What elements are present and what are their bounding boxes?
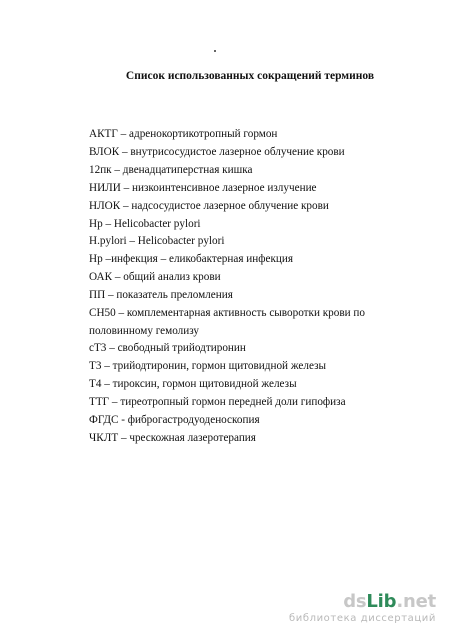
list-item: ТТГ – тиреотропный гормон передней доли гипофиза [89, 395, 346, 408]
list-item: АКТГ – адренокортикотропный гормон [89, 128, 278, 140]
watermark-subtitle: библиотека диссертаций [288, 613, 436, 624]
list-item: НЛОК – надсосудистое лазерное облучение крови [89, 199, 329, 212]
list-item: ПП – показатель преломления [89, 289, 233, 302]
list-item: СН50 – комплементарная активность сыворотки крови по половинному гемолизу [89, 307, 366, 337]
list-item: Т4 – тироксин, гормон щитовидной железы [89, 377, 297, 390]
list-item: ОАК – общий анализ крови [89, 271, 221, 284]
dslib-watermark[interactable] [289, 593, 436, 624]
abbreviation-list [89, 126, 429, 448]
list-item: ЧКЛТ – чрескожная лазеротерапия [89, 431, 256, 444]
list-item: сТ3 – свободный трийодтиронин [89, 342, 246, 355]
watermark-logo [289, 593, 436, 611]
watermark-logo-part: Lib [366, 591, 397, 612]
list-item: H.pylori – Helicobacter pylori [89, 235, 225, 248]
list-item: 12пк – двенадцатиперстная кишка [89, 163, 253, 176]
list-item: НИЛИ – низкоинтенсивное лазерное излучение [89, 181, 317, 194]
watermark-logo-part: ds [343, 591, 367, 612]
watermark-logo-part: .net [396, 591, 436, 612]
list-item: ФГДС - фиброгастродуоденоскопия [89, 413, 260, 426]
list-item: Нр –инфекция – еликобактерная инфекция [89, 253, 294, 266]
list-item: Т3 – трийодтиронин, гормон щитовидной железы [89, 359, 327, 372]
scan-speck [214, 50, 216, 52]
list-item: Нр – Helicobacter pylori [89, 217, 201, 230]
page-title: Список использованных сокращений терминов [125, 70, 375, 82]
list-item: ВЛОК – внутрисосудистое лазерное облучение крови [89, 145, 345, 158]
